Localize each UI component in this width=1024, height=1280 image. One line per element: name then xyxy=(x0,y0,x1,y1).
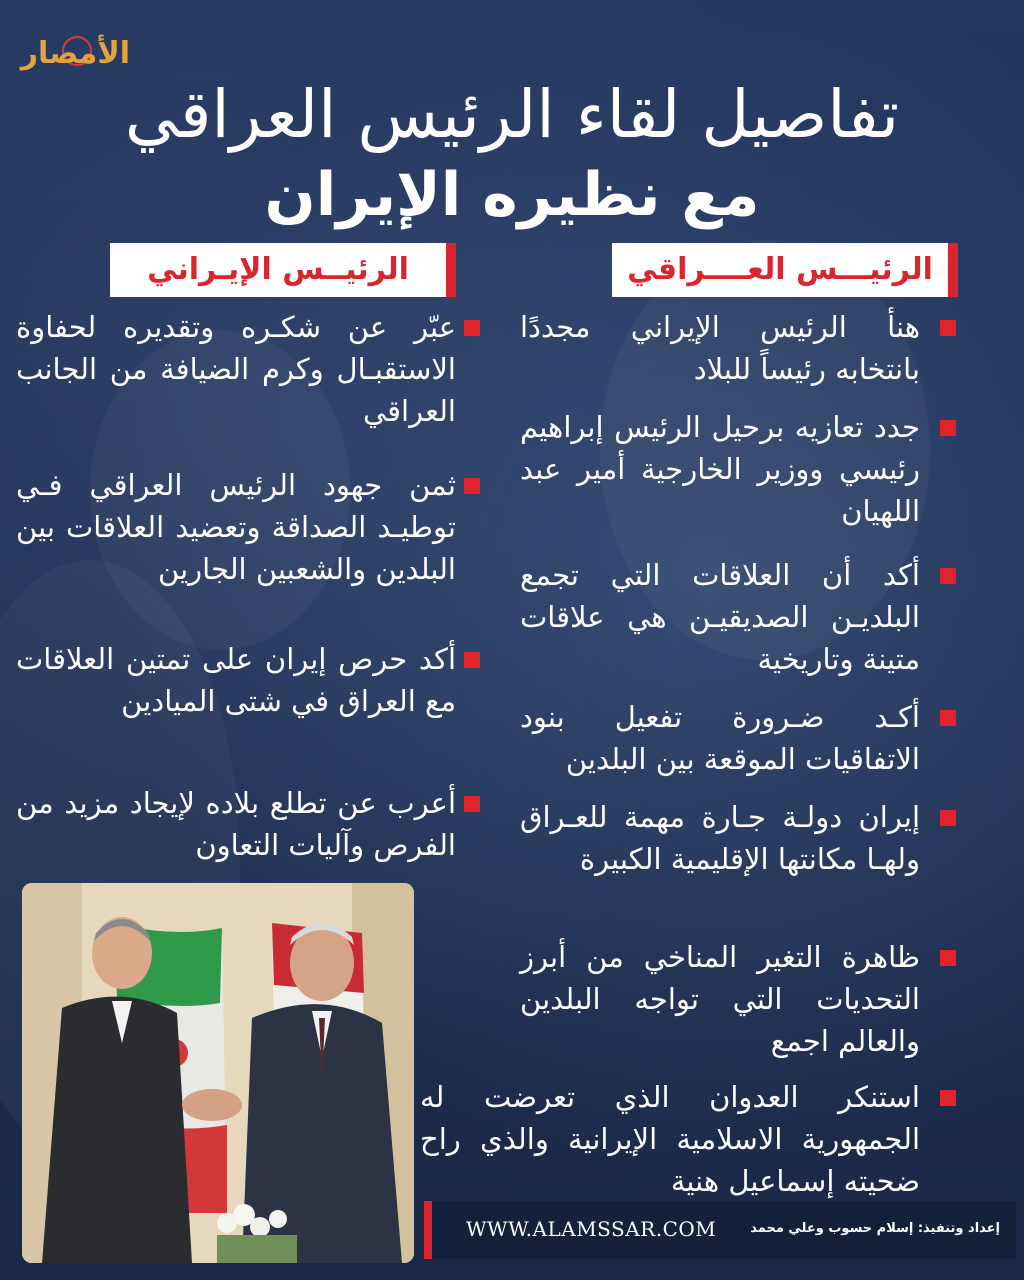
bullet-square-icon xyxy=(940,320,956,336)
iraqi-point: ظاهرة التغير المناخي من أبرز التحديات التي تواجه البلدين والعالم اجمع xyxy=(520,940,920,1058)
website-link[interactable]: WWW.ALAMSSAR.COM xyxy=(466,1217,717,1241)
iranian-point: أعرب عن تطلع بلاده لإيجاد مزيد من الفرص وآليات التعاون xyxy=(16,786,456,862)
brand-logo: الأمصار xyxy=(20,36,130,71)
iranian-president-header: الرئيــس الإيـراني xyxy=(110,243,456,297)
iraqi-point: إيران دولـة جـارة مهمة للعـراق ولهـا مكانتها الإقليمية الكبيرة xyxy=(520,800,920,876)
bullet-square-icon xyxy=(940,568,956,584)
handshake-photo xyxy=(22,883,414,1263)
page-subtitle: مع نظيره الإيران xyxy=(264,160,760,230)
handshake-icon xyxy=(182,1089,242,1121)
bullet-square-icon xyxy=(940,420,956,436)
iraqi-president-header: الرئيـــس العــــراقي xyxy=(612,243,958,297)
iranian-point: عبّر عن شكـره وتقديره لحفاوة الاستقبـال وكرم الضيافة من الجانب العراقي xyxy=(16,310,456,428)
iraqi-point: جدد تعازيه برحيل الرئيس إبراهيم رئيسي ووزير الخارجية أمير عبد اللهيان xyxy=(520,410,920,528)
bullet-square-icon xyxy=(464,796,480,812)
bullet-square-icon xyxy=(464,320,480,336)
iraqi-point: أكـد ضـرورة تفعيل بنود الاتفاقيات الموقعة بين البلدين xyxy=(520,700,920,776)
credits-text: إعداد وتنفيذ: إسلام حسوب وعلي محمد xyxy=(750,1221,1000,1236)
iranian-point: أكد حرص إيران على تمتين العلاقات مع العراق في شتى الميادين xyxy=(16,642,456,718)
page-title: تفاصيل لقاء الرئيس العراقي xyxy=(124,76,900,153)
bullet-square-icon xyxy=(940,950,956,966)
bullet-square-icon xyxy=(940,710,956,726)
iraqi-point: استنكر العدوان الذي تعرضت له الجمهورية الاسلامية الإيرانية والذي راح ضحيته إسماعيل هنية xyxy=(420,1080,920,1198)
handshake-illustration xyxy=(22,883,414,1263)
bullet-square-icon xyxy=(464,478,480,494)
bullet-square-icon xyxy=(464,652,480,668)
iraqi-point: أكد أن العلاقات التي تجمع البلديـن الصديقيـن هي علاقات متينة وتاريخية xyxy=(520,558,920,676)
bullet-square-icon xyxy=(940,1090,956,1106)
iranian-point: ثمن جهود الرئيس العراقي فـي توطيـد الصداقة وتعضيد العلاقات بين البلدين والشعبين الجارين xyxy=(16,468,456,586)
iraqi-point: هنأ الرئيس الإيراني مجددًا بانتخابه رئيساً للبلاد xyxy=(520,310,920,386)
bullet-square-icon xyxy=(940,810,956,826)
